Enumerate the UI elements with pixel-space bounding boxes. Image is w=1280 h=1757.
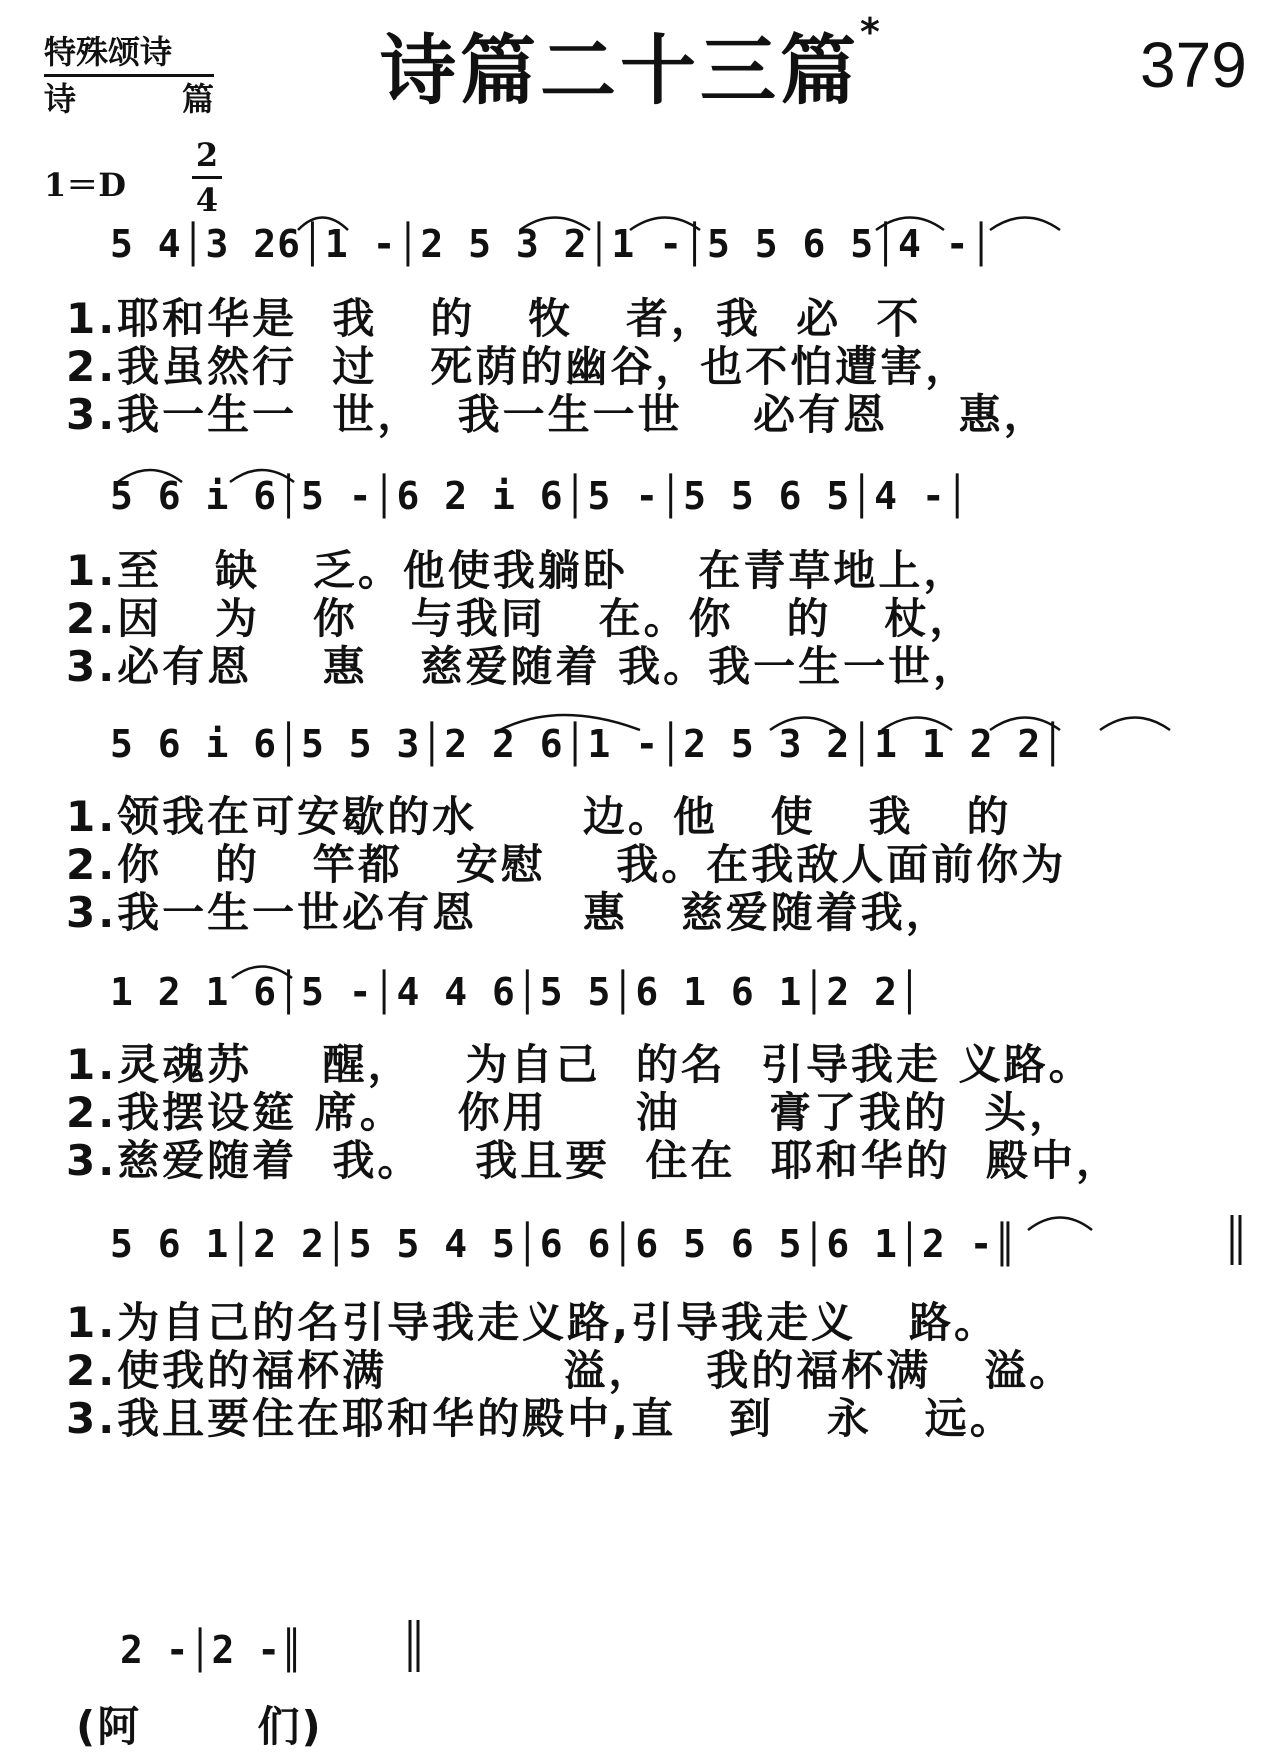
- lyric-line-4-2: 2.我摆设筵 席。 你用 油 膏了我的 头，: [66, 1088, 1075, 1137]
- lyric-line-2-3: 3.必有恩 惠 慈爱随着 我。我一生一世，: [66, 642, 979, 691]
- hymn-title: 诗篇二十三篇: [380, 26, 860, 115]
- key-signature: 1＝D: [44, 166, 127, 204]
- lyric-line-3-1: 1.领我在可安歇的水 边。他 使 我 的: [66, 792, 1012, 841]
- lyric-line-3-3: 3.我一生一世必有恩 惠 慈爱随着我，: [66, 888, 951, 937]
- amen-notes: 2 -│2 -║: [120, 1628, 304, 1672]
- notes-line-1: 5 4│3 26│1 -│2 5 3 2│1 -│5 5 6 5│4 -│: [110, 222, 994, 266]
- lyric-line-2-1: 1.至 缺 乏。他使我躺卧 在青草地上，: [66, 546, 969, 595]
- time-signature-bottom: 4: [195, 181, 219, 219]
- category-line-1: 特殊颂诗: [44, 30, 214, 77]
- lyric-line-5-2: 2.使我的福杯满 溢， 我的福杯满 溢。: [66, 1346, 1075, 1395]
- notes-line-3: 5 6 i 6│5 5 3│2 2 6│1 -│2 5 3 2│1 1 2 2│: [110, 722, 1066, 766]
- title-asterisk: *: [860, 10, 880, 54]
- category-line-2: 诗 篇: [44, 80, 214, 118]
- lyric-line-1-3: 3.我一生一 世， 我一生一世 必有恩 惠，: [66, 390, 1049, 439]
- notes-line-4: 1 2 1 6│5 -│4 4 6│5 5│6 1 6 1│2 2│: [110, 970, 922, 1014]
- lyric-line-5-3: 3.我且要住在耶和华的殿中,直 到 永 远。: [66, 1394, 1015, 1443]
- lyric-line-1-2: 2.我虽然行 过 死荫的幽谷，也不怕遭害，: [66, 342, 971, 391]
- lyric-line-4-3: 3.慈爱随着 我。 我且要 住在 耶和华的 殿中，: [66, 1136, 1122, 1185]
- time-signature-top: 2: [195, 136, 219, 174]
- notes-line-5: 5 6 1│2 2│5 5 4 5│6 6│6 5 6 5│6 1│2 -║: [110, 1222, 1018, 1266]
- hymn-number: 379: [1140, 29, 1247, 101]
- amen-lyric: (阿 们): [76, 1702, 323, 1751]
- lyric-line-4-1: 1.灵魂苏 醒， 为自己 的名 引导我走 义路。: [66, 1040, 1094, 1089]
- lyric-line-5-1: 1.为自己的名引导我走义路,引导我走义 路。: [66, 1298, 1000, 1347]
- notes-line-2: 5 6 i 6│5 -│6 2 i 6│5 -│5 5 6 5│4 -│: [110, 474, 970, 518]
- lyric-line-3-2: 2.你 的 竿都 安慰 我。在我敌人面前你为: [66, 840, 1067, 889]
- lyric-line-1-1: 1.耶和华是 我 的 牧 者，我 必 不: [66, 294, 922, 343]
- lyric-line-2-2: 2.因 为 你 与我同 在。你 的 杖，: [66, 594, 975, 643]
